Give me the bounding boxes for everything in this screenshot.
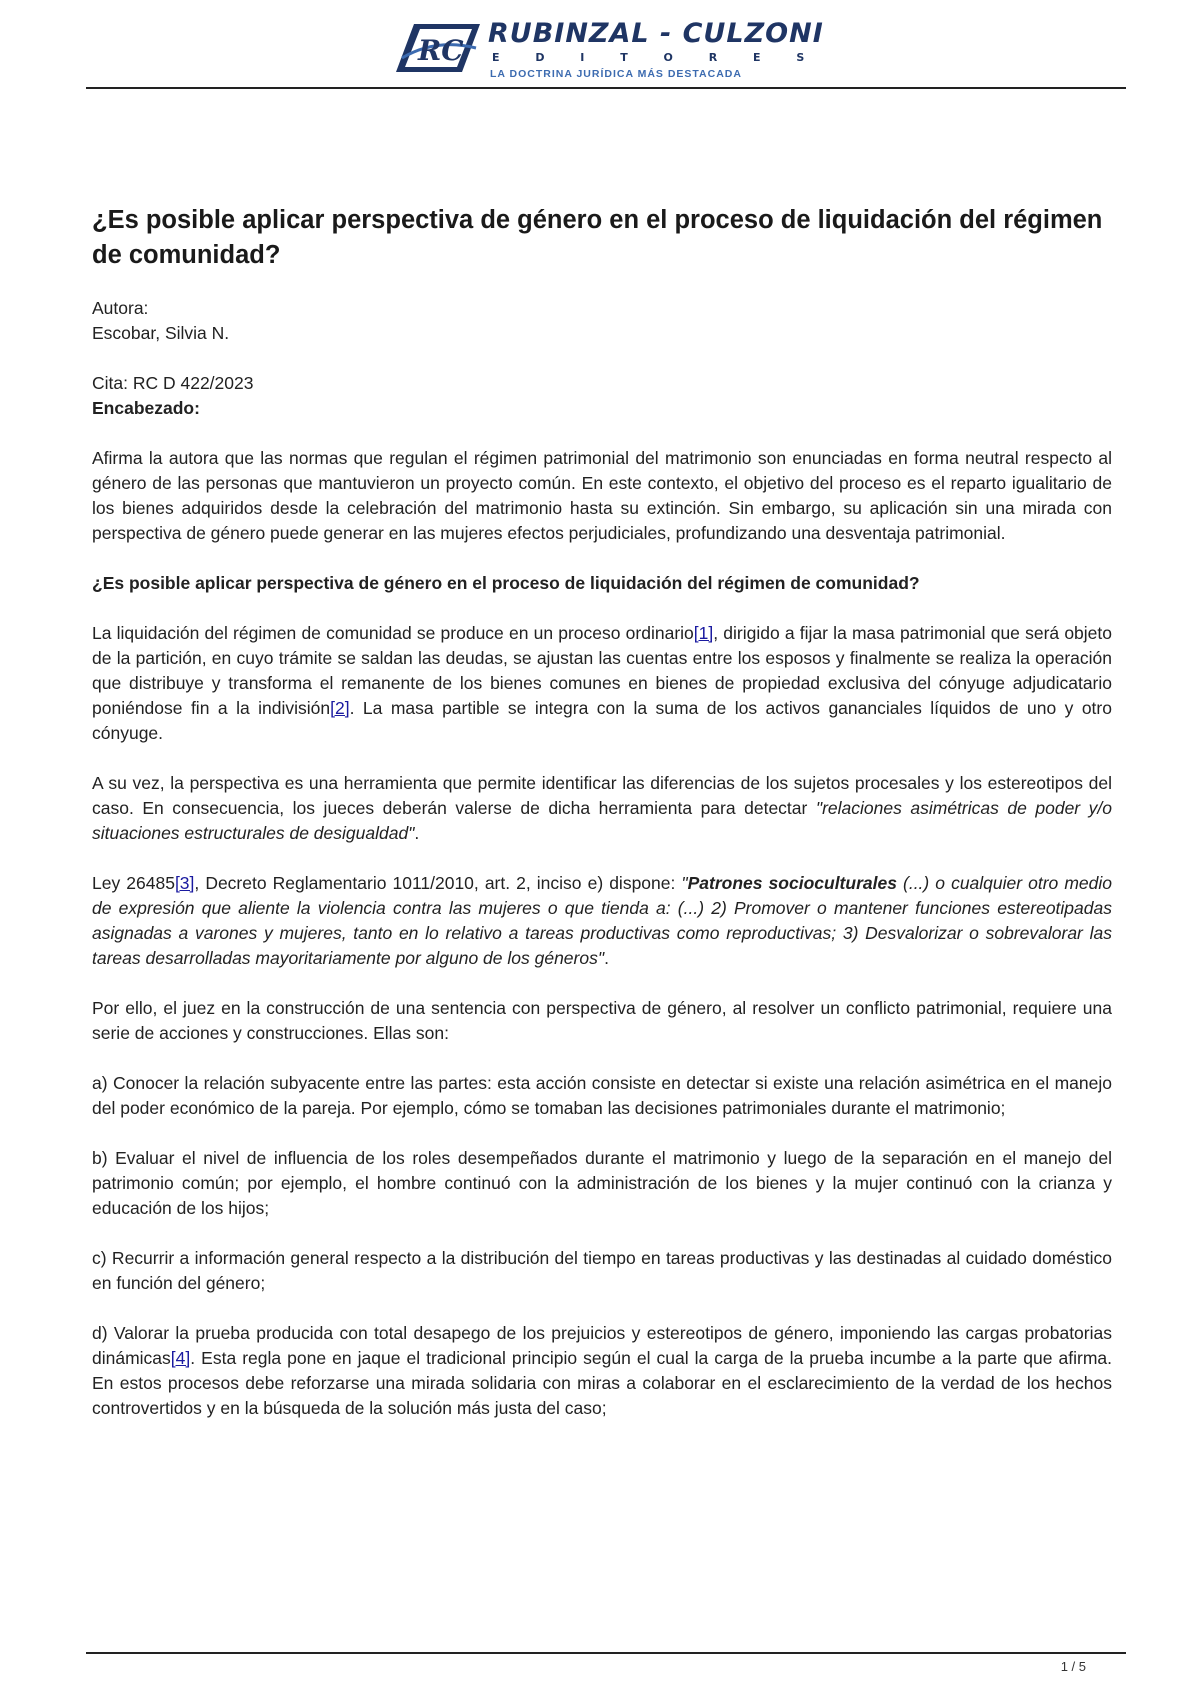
document-title: ¿Es posible aplicar perspectiva de género en el proceso de liquidación del régimen de comunidad? [92, 206, 1103, 269]
text-span: . La masa partible se integra con la suma de los activos gananciales líquidos de uno y otro cónyuge. [92, 698, 1112, 743]
brand-tagline: LA DOCTRINA JURÍDICA MÁS DESTACADA [490, 68, 742, 80]
section-heading: ¿Es posible aplicar perspectiva de género en el proceso de liquidación del régimen de comunidad? [92, 573, 920, 593]
text-span: La liquidación del régimen de comunidad se produce en un proceso ordinario [92, 623, 694, 643]
text-span: . [604, 948, 609, 968]
page-header [86, 12, 1126, 89]
logo-monogram: RC [418, 34, 464, 67]
document-meta [92, 296, 1112, 421]
footnote-link-3[interactable]: [3] [174, 873, 195, 893]
page-footer [86, 1652, 1126, 1674]
paragraph-por-ello: Por ello, el juez en la construcción de una sentencia con perspectiva de género, al resolver un conflicto patrimonial, requiere una serie de acciones y construcciones. Ellas son: [92, 998, 1112, 1043]
text-span: . [414, 823, 420, 843]
footnote-link-4[interactable]: [4] [170, 1348, 191, 1368]
list-item-b: b) Evaluar el nivel de influencia de los roles desempeñados durante el matrimonio y luego de la separación en el manejo del patrimonio común; por ejemplo, el hombre continuó con la administración de los bienes y la mujer continuó con la crianza y educación de los hijos; [92, 1148, 1112, 1218]
quote-span: "relaciones asimétricas de poder y/o situaciones estructurales de desigualdad" [92, 798, 1112, 843]
abstract-paragraph: Afirma la autora que las normas que regulan el régimen patrimonial del matrimonio son enunciadas en forma neutral respecto al género de las personas que mantuvieron un proyecto común. En este contexto, el objetivo del proceso es el reparto igualitario de los bienes adquiridos desde la celebración del matrimonio hasta su extinción. Sin embargo, su aplicación sin una mirada con perspectiva de género puede generar en las mujeres efectos perjudiciales, profundizando una desventaja patrimonial. [92, 448, 1112, 543]
author-name: Escobar, Silvia N. [92, 323, 230, 343]
author-label: Autora: [92, 298, 149, 318]
list-item-d [92, 1321, 1112, 1421]
quote-span: (...) o cualquier otro medio de expresión que aliente la violencia contra las mujeres o que tienda a: (...) 2) Promover o mantener funciones estereotipadas asignadas a varones y mujeres, tanto en lo relativo a tareas productivas como reproductivas; 3) Desvalorizar o sobrevalorar las tareas desarrolladas mayoritariamente por alguno de los géneros" [92, 873, 1112, 968]
list-item-c: c) Recurrir a información general respecto a la distribución del tiempo en tareas productivas y las destinadas al cuidado doméstico en función del género; [92, 1248, 1112, 1293]
text-span: , dirigido a fijar la masa patrimonial que será objeto de la partición, en cuyo trámite se saldan las deudas, se ajustan las cuentas entre los esposos y finalmente se realiza la operación que distribuye y transforma el remanente de los bienes comunes en bienes de propiedad exclusiva del cónyuge adjudicatario poniéndose fin a la indivisión [92, 623, 1112, 718]
text-span: Ley 26485 [92, 873, 175, 893]
paragraph-ley [92, 871, 1112, 971]
quote-open: " [681, 873, 688, 893]
brand-name: RUBINZAL - CULZONI [488, 18, 824, 49]
footnote-link-2[interactable]: [2] [330, 698, 350, 718]
page-number: 1 / 5 [1060, 1659, 1086, 1674]
rc-logo-icon [396, 18, 480, 78]
text-span: A su vez, la perspectiva es una herramienta que permite identificar las diferencias de los sujetos procesales y los estereotipos del caso. En consecuencia, los jueces deberán valerse de dicha herramienta para detectar [92, 773, 1112, 818]
heading-label: Encabezado: [92, 398, 200, 418]
citation: Cita: RC D 422/2023 [92, 373, 254, 393]
text-span: d) Valorar la prueba producida con total desapego de los prejuicios y estereotipos de género, imponiendo las cargas probatorias dinámicas [92, 1323, 1112, 1368]
text-span: , Decreto Reglamentario 1011/2010, art. 2, inciso e) dispone: [194, 873, 682, 893]
paragraph-liquidacion [92, 621, 1112, 746]
footnote-link-1[interactable]: [1] [693, 623, 714, 643]
paragraph-perspectiva [92, 771, 1112, 846]
text-span: . Esta regla pone en jaque el tradicional principio según el cual la carga de la prueba incumbe a la parte que afirma. En estos procesos debe reforzarse una mirada solidaria con miras a colaborar en el esclarecimiento de la verdad de los hechos controvertidos y en la búsqueda de la solución más justa del caso; [92, 1348, 1112, 1418]
brand-subtitle: E D I T O R E S [492, 51, 821, 64]
bold-quote-span: Patrones socioculturales [687, 873, 897, 893]
publisher-logo [396, 18, 824, 80]
list-item-a: a) Conocer la relación subyacente entre las partes: esta acción consiste en detectar si existe una relación asimétrica en el manejo del poder económico de la pareja. Por ejemplo, cómo se tomaban las decisiones patrimoniales durante el matrimonio; [92, 1073, 1112, 1118]
document-body [92, 203, 1112, 1446]
